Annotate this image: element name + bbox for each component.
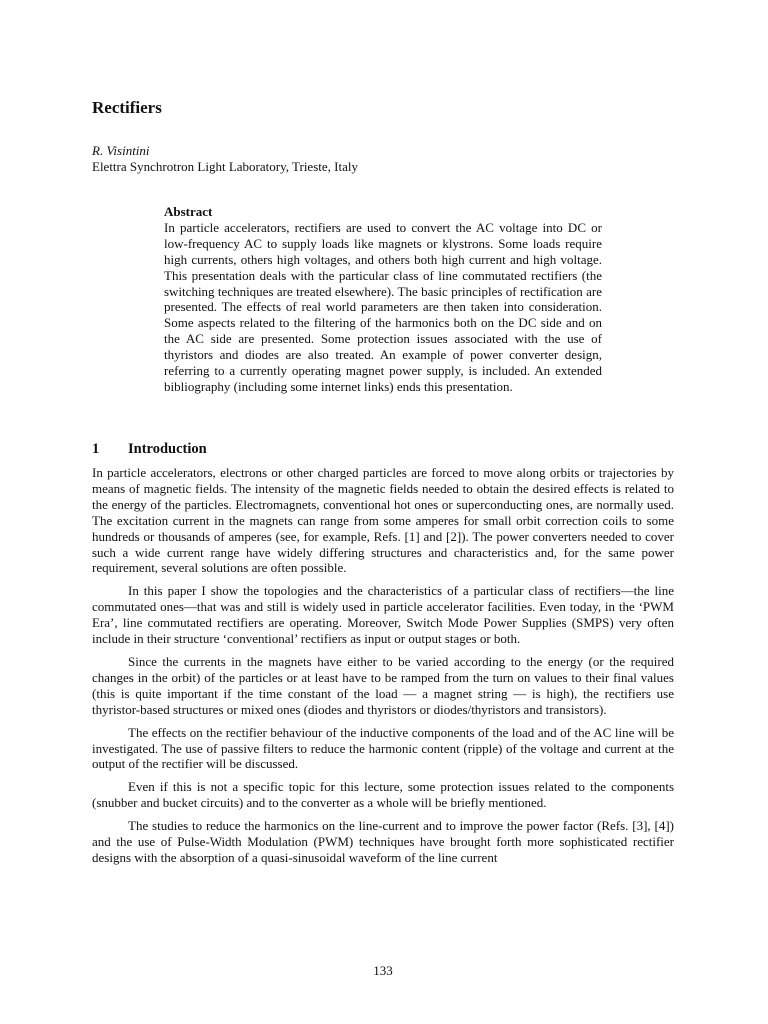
body-paragraph: In this paper I show the topologies and the characteristics of a particular class of rectifiers—the line commutated ones—that was and still is widely used in particle accelerator facilities. Even today, in the ‘PWM Era’, line commutated rectifiers are operating. Moreover, Switch Mode Power Supplies (SMPS) very often include in their structure ‘conventional’ rectifiers as input or output stages or both. bbox=[92, 583, 674, 647]
introduction-body bbox=[92, 465, 674, 873]
body-paragraph: The effects on the rectifier behaviour of the inductive components of the load and of the AC line will be investigated. The use of passive filters to reduce the harmonic content (ripple) of the voltage and current at the output of the rectifier will be discussed. bbox=[92, 724, 674, 772]
section-title: Introduction bbox=[128, 441, 207, 457]
page-number: 133 bbox=[373, 963, 393, 978]
body-paragraph: Since the currents in the magnets have either to be varied according to the energy (or the required changes in the orbit) of the particles or at least have to be ramped from the turn on values to their final values (this is quite important if the time constant of the load — a magnet string — is high), the rectifiers use thyristor-based structures or mixed ones (diodes and thyristors or diodes/thyristors and transistors). bbox=[92, 653, 674, 717]
body-paragraph: The studies to reduce the harmonics on the line-current and to improve the power factor (Refs. [3], [4]) and the use of Pulse-Width Modulation (PWM) techniques have brought forth more sophisticated rectifier designs with the absorption of a quasi-sinusoidal waveform of the line current bbox=[92, 818, 674, 865]
body-paragraph: Even if this is not a specific topic for this lecture, some protection issues related to the components (snubber and bucket circuits) and to the converter as a whole will be briefly mentioned. bbox=[92, 779, 674, 811]
section-heading bbox=[92, 441, 207, 458]
paper-title: Rectifiers bbox=[92, 98, 162, 117]
author-name: R. Visintini bbox=[92, 143, 150, 158]
body-paragraph: In particle accelerators, electrons or other charged particles are forced to move along orbits or trajectories by means of magnetic fields. The intensity of the magnetic fields needed to obtain the desired effects is related to the energy of the particles. Electromagnets, conventional hot ones or superconducting ones, are normally used. The excitation current in the magnets can range from some amperes for small orbit correction coils to some hundreds or thousands of amperes (see, for example, Refs. [1] and [2]). The power converters needed to cover such a wide current range have widely differing structures and characteristics and, for the same power requirement, several solutions are often possible. bbox=[92, 465, 674, 576]
section-number: 1 bbox=[92, 441, 100, 457]
author-affiliation: Elettra Synchrotron Light Laboratory, Trieste, Italy bbox=[92, 159, 358, 174]
abstract-heading: Abstract bbox=[164, 204, 213, 219]
abstract-block bbox=[164, 204, 602, 395]
abstract-text: In particle accelerators, rectifiers are used to convert the AC voltage into DC or low-frequency AC to supply loads like magnets or klystrons. Some loads require high currents, others high voltages, and others both high current and high voltage. This presentation deals with the particular class of line commutated rectifiers (the switching techniques are treated elsewhere). The basic principles of rectification are presented. The effects of real world parameters are then taken into consideration. Some aspects related to the filtering of the harmonics both on the DC side and on the AC side are presented. Some protection issues associated with the use of thyristors and diodes are also treated. An example of power converter design, referring to a currently operating magnet power supply, is included. An extended bibliography (including some internet links) ends this presentation. bbox=[164, 219, 602, 394]
